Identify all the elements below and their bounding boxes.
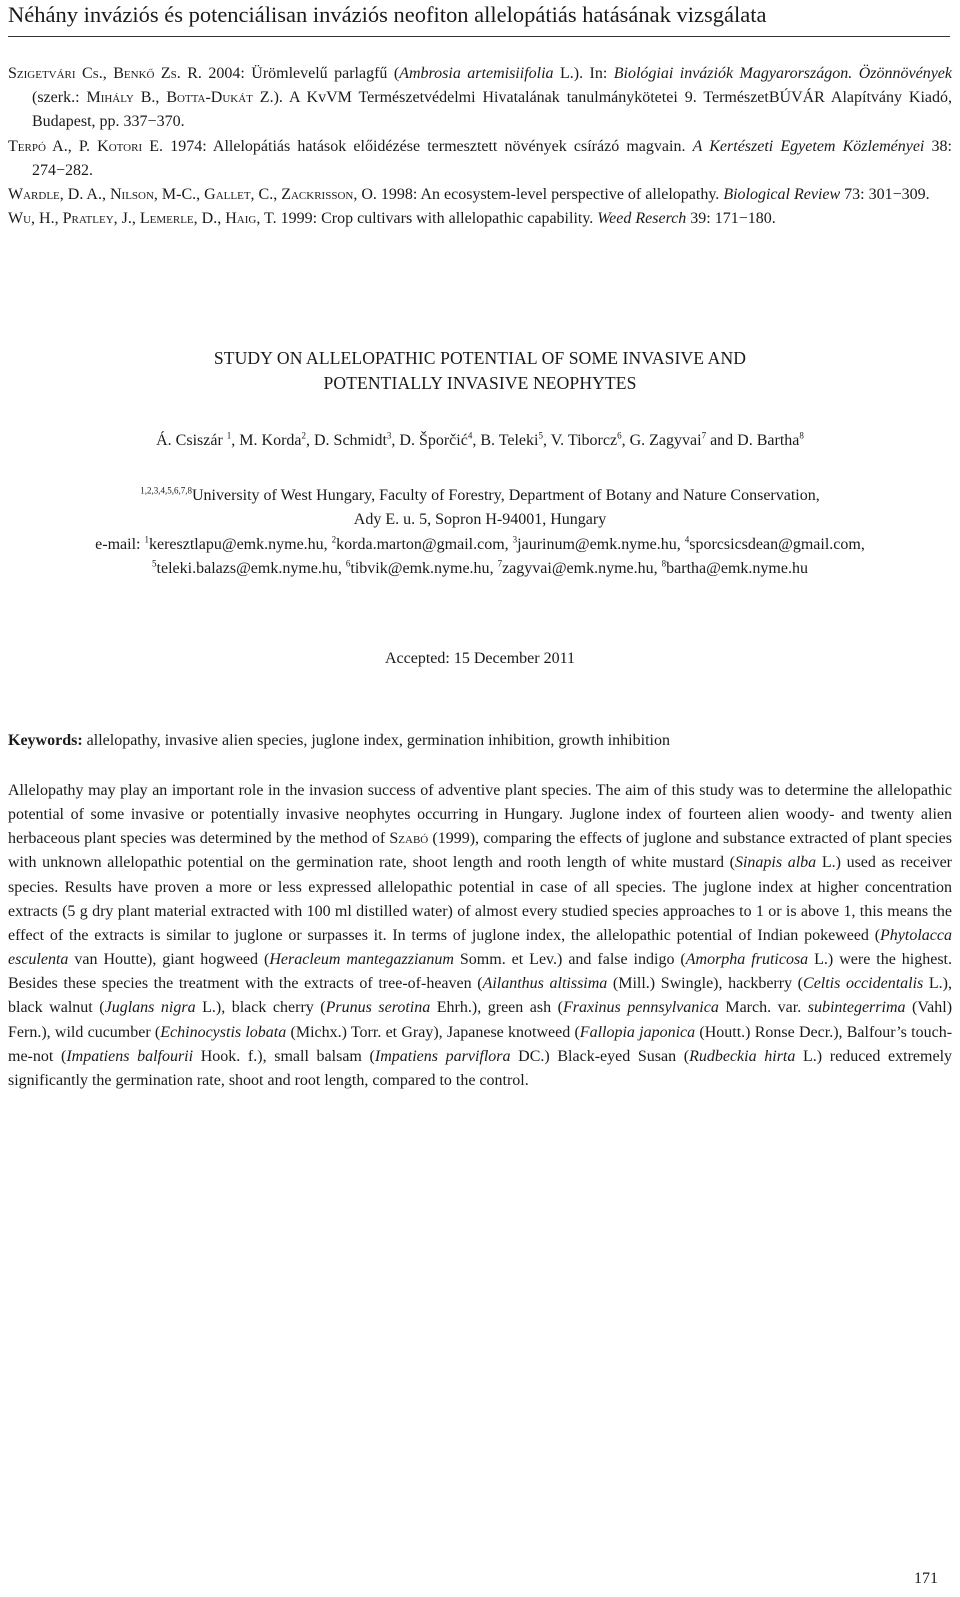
- author-list: [0, 432, 960, 450]
- keywords: [8, 729, 952, 753]
- author-separator: ,: [542, 432, 551, 449]
- abstract-species-name: Fallopia japonica: [579, 1023, 696, 1041]
- email-address: tibvik@emk.nyme.hu: [350, 559, 490, 577]
- reference-text: 38: 274−282.: [32, 137, 952, 179]
- abstract-cited-author: Szabó: [389, 830, 429, 848]
- reference-item: [8, 207, 952, 231]
- email-address: jaurinum@emk.nyme.hu: [517, 535, 677, 553]
- author: D. Bartha: [737, 432, 800, 449]
- running-head: Néhány inváziós és potenciálisan inváziós neofiton allelopátiás hatásának vizsgálata: [8, 2, 950, 37]
- email-address: keresztlapu@emk.nyme.hu: [148, 535, 324, 553]
- email-separator: ,: [653, 559, 662, 577]
- affiliation-block: [0, 484, 960, 581]
- abstract-species-name: Juglans nigra: [104, 999, 196, 1017]
- email-address: bartha@emk.nyme.hu: [666, 559, 808, 577]
- abstract-species-name: Amorpha fruticosa: [685, 951, 809, 969]
- author-separator: ,: [621, 432, 630, 449]
- reference-species: Ambrosia artemisiifolia: [399, 65, 554, 82]
- email-separator: ,: [489, 559, 498, 577]
- author: D. Šporčić: [399, 432, 468, 449]
- reference-text: 1999: Crop cultivars with allelopathic capability.: [276, 210, 598, 228]
- author-separator: ,: [391, 432, 400, 449]
- affiliation-text: University of West Hungary, Faculty of Forestry, Department of Botany and Nature Conservation,: [191, 487, 820, 504]
- abstract-text: Somm. et Lev.) and false indigo (: [453, 951, 686, 969]
- reference-journal: Biological Review: [723, 186, 841, 204]
- reference-text: 1974: Allelopátiás hatások előidézése termesztett növények csírázó magvain.: [163, 137, 693, 155]
- author-affiliation-mark: 5: [538, 430, 543, 441]
- abstract-species-name: Echinocystis lobata: [160, 1023, 287, 1041]
- abstract-text: L.) reduced extremely significantly the germination rate, shoot and root length, compared to the control.: [8, 1047, 953, 1089]
- abstract-text: (1999), comparing the effects of juglone and substance extracted of plant species with unknown allelopathic potential on the germination rate, shoot length and rooth length of white mustard (: [8, 830, 952, 872]
- page-number: 171: [914, 1570, 938, 1587]
- reference-text: (szerk.:: [32, 89, 87, 107]
- abstract-text: (Houtt.) Ronse Decr.), Balfour’s touch-me-not (: [8, 1023, 953, 1065]
- email-mark: 7: [497, 558, 503, 569]
- reference-authors: Wu, H., Pratley, J., Lemerle, D., Haig, T.: [8, 210, 277, 228]
- paper-title-line: POTENTIALLY INVASIVE NEOPHYTES: [323, 373, 637, 393]
- email-address: sporcsicsdean@gmail.com: [689, 535, 861, 553]
- reference-authors: Wardle, D. A., Nilson, M-C., Gallet, C., Zackrisson, O.: [8, 186, 377, 204]
- author: B. Teleki: [480, 432, 539, 449]
- author-affiliation-mark: 3: [386, 430, 392, 441]
- abstract-species-name: Prunus serotina: [325, 999, 431, 1017]
- author-affiliation-mark: 6: [617, 430, 622, 441]
- email-mark: 6: [345, 558, 351, 569]
- reference-authors: Szigetvári Cs., Benkő Zs. R.: [8, 65, 202, 82]
- keywords-text: allelopathy, invasive alien species, juglone index, germination inhibition, growth inhibition: [82, 732, 670, 749]
- author-affiliation-mark: 1: [226, 430, 232, 441]
- reference-editors: Mihály B., Botta-Dukát Z.: [86, 89, 274, 107]
- abstract-species-name: Heracleum mantegazzianum: [269, 951, 454, 969]
- email-list: [14, 533, 946, 582]
- affiliation-address: Ady E. u. 5, Sopron H-94001, Hungary: [353, 511, 607, 529]
- abstract: [8, 779, 952, 1093]
- email-separator: ,: [860, 535, 865, 553]
- reference-text: L.). In:: [553, 65, 614, 82]
- paper-title-line: STUDY ON ALLELOPATHIC POTENTIAL OF SOME INVASIVE AND: [213, 348, 747, 368]
- abstract-text: L.), black cherry (: [195, 999, 326, 1017]
- email-address: teleki.balazs@emk.nyme.hu: [156, 559, 338, 577]
- reference-item: [8, 62, 952, 135]
- abstract-species-name: Ailanthus altissima: [482, 975, 608, 993]
- abstract-species-name: Impatiens parviflora: [374, 1047, 511, 1065]
- abstract-text: (Vahl) Fern.), wild cucumber (: [8, 999, 953, 1041]
- abstract-species-name: Fraxinus pennsylvanica: [563, 999, 719, 1017]
- reference-journal: A Kertészeti Egyetem Közleményei: [692, 137, 925, 155]
- author: M. Korda: [239, 432, 302, 449]
- reference-text: 1998: An ecosystem-level perspective of allelopathy.: [376, 186, 724, 204]
- author-affiliation-mark: 7: [701, 430, 707, 441]
- reference-text: ). A KvVM Természetvédelmi Hivatalának tanulmánykötetei 9. TermészetBÚVÁR Alapítvány Kiadó, Budapest, pp. 337−370.: [32, 89, 953, 131]
- email-address: korda.marton@gmail.com: [336, 535, 505, 553]
- abstract-text: (Mill.) Swingle), hackberry (: [607, 975, 804, 993]
- author: D. Schmidt: [314, 432, 387, 449]
- email-separator: ,: [504, 535, 513, 553]
- email-label: e-mail:: [95, 535, 145, 553]
- affiliation-line: [14, 484, 946, 508]
- abstract-species-name: Sinapis alba: [734, 854, 817, 872]
- reference-text: 2004: Ürömlevelű parlagfű (: [201, 65, 400, 82]
- email-mark: 3: [512, 534, 518, 545]
- author-separator: and: [706, 432, 738, 449]
- email-separator: ,: [323, 535, 332, 553]
- author-affiliation-mark: 8: [799, 430, 804, 441]
- author-separator: ,: [306, 432, 314, 449]
- abstract-text: L.) were the highest. Besides these species the treatment with the extracts of tree-of-heaven (: [8, 951, 952, 993]
- email-separator: ,: [337, 559, 346, 577]
- affiliation-mark: 1,2,3,4,5,6,7,8: [140, 485, 192, 496]
- email-mark: 2: [331, 534, 337, 545]
- abstract-text: Ehrh.), green ash (: [430, 999, 563, 1017]
- abstract-text: L.), black walnut (: [8, 975, 952, 1017]
- author: G. Zagyvai: [629, 432, 702, 449]
- email-mark: 1: [144, 534, 149, 545]
- abstract-text: Hook. f.), small balsam (: [193, 1047, 375, 1065]
- email-separator: ,: [676, 535, 685, 553]
- reference-book-title: Biológiai inváziók Magyarországon. Özönnövények: [613, 65, 953, 82]
- reference-text: 39: 171−180.: [686, 210, 776, 228]
- abstract-species-name: Phytolacca esculenta: [8, 926, 952, 969]
- accepted-date: Accepted: 15 December 2011: [385, 650, 575, 667]
- abstract-text: van Houtte), giant hogweed (: [68, 951, 270, 969]
- email-mark: 4: [684, 534, 690, 545]
- reference-item: [8, 135, 952, 183]
- abstract-species-name: Rudbeckia hirta: [689, 1047, 796, 1065]
- author: V. Tiborcz: [550, 432, 618, 449]
- abstract-text: (Michx.) Torr. et Gray), Japanese knotweed (: [286, 1023, 580, 1041]
- abstract-species-name: Impatiens balfourii: [66, 1047, 194, 1065]
- author-affiliation-mark: 4: [467, 430, 473, 441]
- abstract-text: March. var.: [718, 999, 808, 1017]
- abstract-text: Allelopathy may play an important role in the invasion success of adventive plant species. The aim of this study was to determine the allelopathic potential of some invasive or potentially invasive neophytes occurring in Hungary. Juglone index of fourteen alien woody- and twenty alien herbaceous plant species was determined by the method of: [8, 782, 952, 848]
- reference-list: [8, 62, 952, 231]
- email-address: zagyvai@emk.nyme.hu: [502, 559, 654, 577]
- abstract-text: DC.) Black-eyed Susan (: [510, 1047, 690, 1065]
- reference-item: [8, 183, 952, 207]
- paper-title: [0, 346, 960, 396]
- author-separator: ,: [472, 432, 481, 449]
- author: Á. Csiszár: [156, 432, 227, 449]
- abstract-species-name: Celtis occidentalis: [803, 975, 924, 993]
- author-separator: ,: [231, 432, 240, 449]
- author-affiliation-mark: 2: [301, 430, 306, 441]
- reference-authors: Terpó A., P. Kotori E.: [8, 137, 164, 155]
- abstract-text: L.) used as receiver species. Results have proven a more or less expressed allelopathic potential in case of all species. The juglone index at higher concentration extracts (5 g dry plant material extracted with 100 ml distilled water) of almost every studied species approaches to 1 or is above 1, this means the effect of the extracts is similar to juglone or surpasses it. In terms of juglone index, the allelopathic potential of Indian pokeweed (: [8, 854, 953, 944]
- keywords-label: Keywords:: [8, 732, 83, 749]
- reference-text: 73: 301−309.: [840, 186, 930, 204]
- email-mark: 5: [152, 558, 157, 569]
- abstract-species-name: subintegerrima: [807, 999, 906, 1017]
- email-mark: 8: [661, 558, 667, 569]
- reference-journal: Weed Reserch: [597, 210, 687, 228]
